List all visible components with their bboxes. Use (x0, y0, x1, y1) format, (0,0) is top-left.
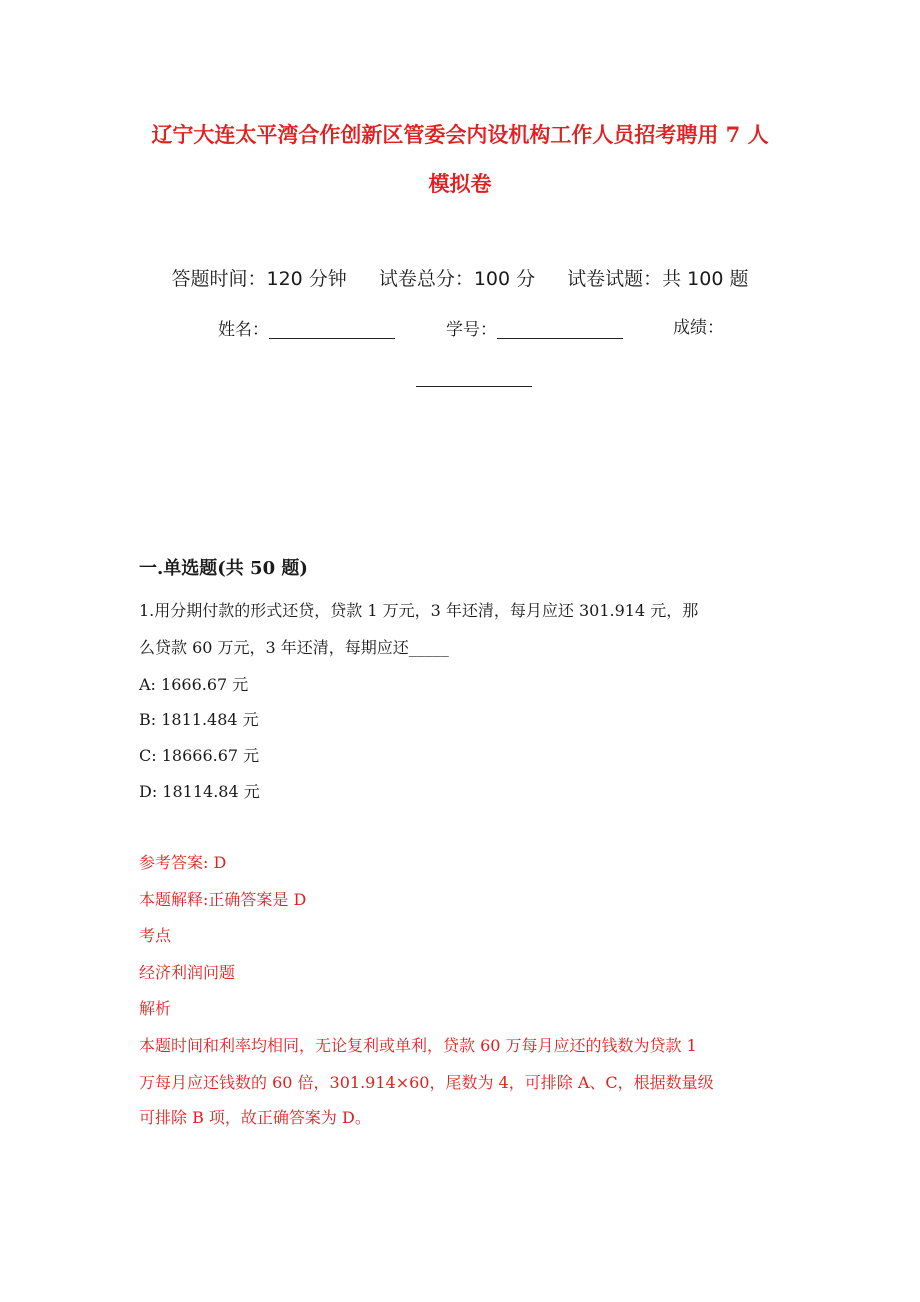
score-blank (416, 386, 532, 387)
exam-total-score: 试卷总分：100 分 (378, 268, 536, 290)
exam-meta (0, 270, 920, 289)
reference-answer: 参考答案: D (139, 853, 227, 872)
knowledge-point-value: 经济利润问题 (139, 963, 236, 982)
student-id-blank (497, 320, 623, 339)
name-field (218, 320, 395, 339)
student-id-label: 学号： (446, 320, 497, 340)
exam-question-count: 试卷试题：共 100 题 (567, 268, 749, 290)
option-d: D: 18114.84 元 (139, 782, 260, 801)
analysis-line-1: 本题时间和利率均相同，无论复利或单利，贷款 60 万每月应还的钱数为贷款 1 (139, 1036, 697, 1055)
name-label: 姓名： (218, 320, 269, 340)
name-blank (269, 320, 395, 339)
exam-time: 答题时间：120 分钟 (171, 268, 347, 290)
student-id-field (446, 320, 623, 339)
analysis-label: 解析 (139, 999, 172, 1018)
question-text-line-1: 1.用分期付款的形式还贷，贷款 1 万元，3 年还清，每月应还 301.914 元，那 (139, 601, 699, 620)
score-label: 成绩： (673, 318, 724, 338)
analysis-line-2: 万每月应还钱数的 60 倍，301.914×60，尾数为 4，可排除 A、C，根据数量级 (139, 1073, 714, 1092)
score-field (673, 320, 724, 337)
question-text-line-2: 么贷款 60 万元，3 年还清，每期应还_____ (139, 638, 449, 657)
option-a: A: 1666.67 元 (139, 675, 249, 694)
exam-title-line-2: 模拟卷 (428, 171, 492, 196)
knowledge-point-label: 考点 (139, 926, 172, 945)
section-heading: 一.单选题(共 50 题) (139, 558, 308, 579)
analysis-line-3: 可排除 B 项，故正确答案为 D。 (139, 1108, 371, 1127)
exam-title-line-1: 辽宁大连太平湾合作创新区管委会内设机构工作人员招考聘用 7 人 (151, 122, 769, 147)
option-c: C: 18666.67 元 (139, 746, 260, 765)
answer-explanation: 本题解释:正确答案是 D (139, 890, 307, 909)
option-b: B: 1811.484 元 (139, 710, 259, 729)
